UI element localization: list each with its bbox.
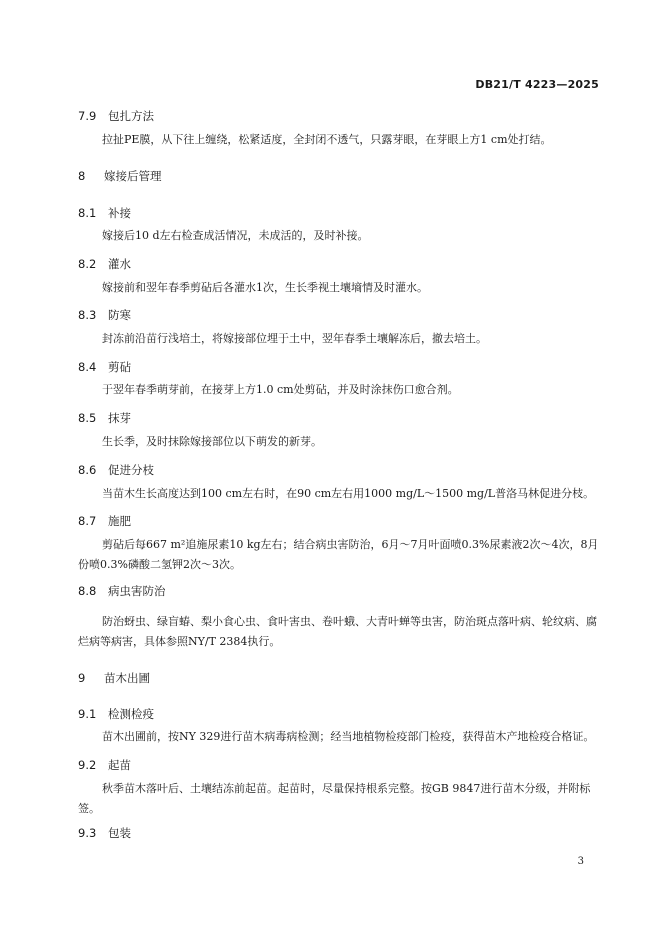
section-text-8-8: 防治蚜虫、绿盲蝽、梨小食心虫、食叶害虫、卷叶蛾、大青叶蝉等虫害，防治斑点落叶病、轮纹病、腐烂病等病害，具体参照NY/T 2384执行。 <box>78 615 597 648</box>
section-heading-8-2 <box>78 256 131 272</box>
section-title: 灌水 <box>108 257 131 271</box>
section-text-8-3: 封冻前沿苗行浅培土，将嫁接部位埋于土中，翌年春季土壤解冻后，撤去培土。 <box>102 332 487 345</box>
section-number: 7.9 <box>78 109 97 123</box>
section-number: 9.2 <box>78 758 97 772</box>
section-title: 补接 <box>108 206 131 220</box>
section-heading-9-1 <box>78 706 154 722</box>
section-text-8-6: 当苗木生长高度达到100 cm左右时，在90 cm左右用1000 mg/L～1500 mg/L普洛马林促进分枝。 <box>102 487 595 500</box>
section-title: 病虫害防治 <box>108 584 166 598</box>
section-title: 检测检疫 <box>108 707 154 721</box>
section-title: 苗木出圃 <box>104 671 150 685</box>
section-heading-8-6 <box>78 462 154 478</box>
section-text-8-2: 嫁接前和翌年春季剪砧后各灌水1次，生长季视土壤墒情及时灌水。 <box>102 281 428 294</box>
section-number: 8 <box>78 169 86 183</box>
section-number: 8.7 <box>78 514 97 528</box>
section-number: 8.1 <box>78 206 97 220</box>
section-title: 起苗 <box>108 758 131 772</box>
section-title: 包扎方法 <box>108 109 154 123</box>
section-number: 8.2 <box>78 257 97 271</box>
section-text-8-1: 嫁接后10 d左右检查成活情况，未成活的，及时补接。 <box>102 229 369 242</box>
section-number: 9 <box>78 671 86 685</box>
section-heading-8-8 <box>78 583 166 599</box>
section-text-8-5: 生长季，及时抹除嫁接部位以下萌发的新芽。 <box>102 435 322 448</box>
page-number: 3 <box>577 856 584 867</box>
section-heading-8-4 <box>78 359 131 375</box>
section-text-9-2: 秋季苗木落叶后、土壤结冻前起苗。起苗时，尽量保持根系完整。按GB 9847进行苗木分级，并附标签。 <box>78 782 591 815</box>
section-text-8-4: 于翌年春季萌芽前，在接芽上方1.0 cm处剪砧，并及时涂抹伤口愈合剂。 <box>102 383 459 396</box>
section-title: 包装 <box>108 826 131 840</box>
section-title: 防寒 <box>108 308 131 322</box>
section-number: 9.1 <box>78 707 97 721</box>
section-heading-8 <box>78 168 162 184</box>
section-heading-9-2 <box>78 757 131 773</box>
section-heading-8-5 <box>78 410 131 426</box>
section-heading-9 <box>78 670 150 686</box>
section-title: 剪砧 <box>108 360 131 374</box>
section-text-8-7: 剪砧后每667 m²追施尿素10 kg左右；结合病虫害防治，6月～7月叶面喷0.3%尿素液2次～4次，8月份喷0.3%磷酸二氢钾2次～3次。 <box>78 538 599 571</box>
section-number: 8.6 <box>78 463 97 477</box>
section-number: 8.3 <box>78 308 97 322</box>
section-number: 8.8 <box>78 584 97 598</box>
section-text-9-1: 苗木出圃前，按NY 329进行苗木病毒病检测；经当地植物检疫部门检疫，获得苗木产地检疫合格证。 <box>102 730 595 743</box>
section-number: 9.3 <box>78 826 97 840</box>
section-title: 抹芽 <box>108 411 131 425</box>
section-title: 嫁接后管理 <box>104 169 162 183</box>
section-heading-9-3 <box>78 825 131 841</box>
section-number: 8.5 <box>78 411 97 425</box>
section-title: 促进分枝 <box>108 463 154 477</box>
section-title: 施肥 <box>108 514 131 528</box>
section-text-7-9: 拉扯PE膜，从下往上缠绕，松紧适度，全封闭不透气，只露芽眼，在芽眼上方1 cm处打结。 <box>102 133 552 146</box>
section-number: 8.4 <box>78 360 97 374</box>
section-heading-8-1 <box>78 205 131 221</box>
standard-code: DB21/T 4223—2025 <box>475 78 599 91</box>
section-heading-8-3 <box>78 307 131 323</box>
section-heading-8-7 <box>78 513 131 529</box>
section-heading-7-9 <box>78 108 154 124</box>
